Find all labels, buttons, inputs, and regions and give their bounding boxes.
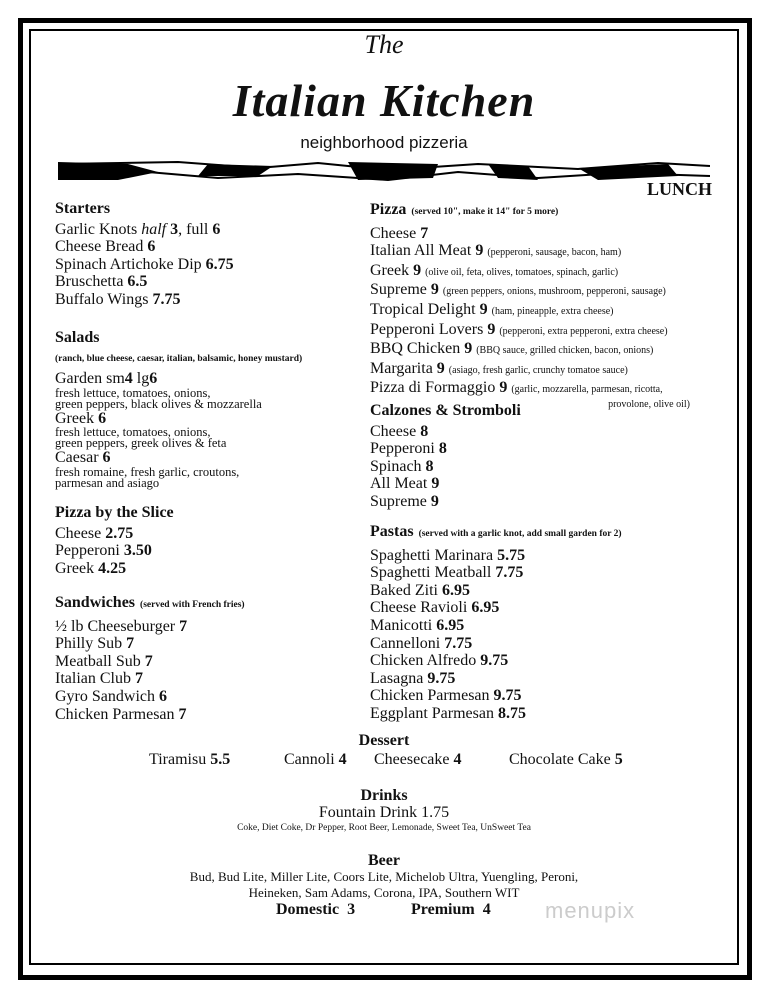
item-name: Gyro Sandwich: [55, 687, 159, 705]
section-title: Pizza: [370, 201, 407, 218]
item-price: 7: [134, 670, 143, 688]
beer-list-line2: Heineken, Sam Adams, Corona, IPA, Southern WIT: [248, 885, 520, 900]
item-name: Garlic Knots: [55, 220, 142, 238]
menu-section: [370, 402, 720, 511]
menu-item: [370, 687, 720, 705]
section-title: Salads: [55, 329, 100, 346]
item-description: parmesan and asiago: [55, 475, 160, 490]
section-note: (served with French fries): [140, 600, 245, 610]
item-price: 9: [499, 379, 508, 397]
item-price: 9: [430, 492, 439, 510]
item-name: ½ lb Cheeseburger: [55, 617, 180, 635]
menu-item: [370, 652, 720, 670]
item-name: Chicken Parmesan: [370, 687, 494, 705]
item-price: 9.75: [493, 687, 522, 705]
section-title: Calzones & Stromboli: [370, 402, 521, 419]
item-price: 8: [420, 422, 429, 440]
item-name: Chicken Parmesan: [55, 705, 179, 723]
item-price: 9: [475, 242, 484, 260]
item-size: half: [141, 220, 171, 238]
item-price: 7.75: [152, 290, 181, 308]
menu-section: [55, 594, 365, 723]
item-description: (green peppers, onions, mushroom, pepperoni, sausage): [442, 286, 666, 298]
item-name: Margarita: [370, 359, 437, 377]
item-description: (BBQ sauce, grilled chicken, bacon, onions): [476, 345, 654, 357]
item-description: (asiago, fresh garlic, crunchy tomatoe sauce): [448, 364, 628, 376]
menu-item: [370, 705, 720, 723]
menu-item: [370, 301, 720, 321]
item-name: Pepperoni Lovers: [370, 320, 488, 338]
dessert-item: Chocolate Cake 5: [509, 751, 623, 768]
item-price: 4: [124, 370, 133, 388]
item-price: 9: [464, 340, 473, 358]
item-price: 3: [170, 220, 179, 238]
item-name: Meatball Sub: [55, 652, 145, 670]
menu-item: [370, 321, 720, 341]
item-description: (pepperoni, extra pepperoni, extra cheese): [499, 325, 668, 337]
item-price: 8: [425, 457, 434, 475]
fountain-drink: Fountain Drink 1.75: [318, 804, 450, 821]
item-name: BBQ Chicken: [370, 340, 465, 358]
menu-item: [55, 618, 365, 636]
item-name: Chicken Alfredo: [370, 652, 481, 670]
item-price: 6.5: [127, 273, 148, 291]
menu-item: [55, 635, 365, 653]
section-heading: [55, 594, 365, 615]
menu-item: [370, 440, 720, 458]
item-price: 6: [102, 449, 111, 467]
item-price: 9: [431, 475, 440, 493]
dessert-heading: Dessert: [358, 732, 410, 749]
item-price: 9: [487, 320, 496, 338]
menu-item: [370, 475, 720, 493]
menu-item: [55, 273, 365, 291]
menu-item: [370, 493, 720, 511]
item-name: Cheese: [55, 524, 106, 542]
drink-list: Coke, Diet Coke, Dr Pepper, Root Beer, Lemonade, Sweet Tea, UnSweet Tea: [237, 823, 531, 833]
section-heading: [370, 523, 720, 544]
item-description: (pepperoni, sausage, bacon, ham): [487, 247, 622, 259]
item-description: green peppers, black olives & mozzarella: [55, 396, 262, 411]
item-price: 6.75: [205, 255, 234, 273]
item-name: Greek: [55, 409, 99, 427]
section-note: (served 10", make it 14" for 5 more): [411, 207, 559, 217]
menu-item: [55, 525, 365, 543]
dessert-item: Tiramisu 5.5: [149, 751, 231, 768]
menu-item: [370, 242, 720, 262]
item-name: Supreme: [370, 492, 431, 510]
section-note: (ranch, blue cheese, caesar, italian, balsamic, honey mustard): [55, 353, 303, 364]
item-price: 9: [430, 281, 439, 299]
item-name: Greek: [370, 261, 414, 279]
item-price: 5.75: [497, 546, 526, 564]
item-name: Cheese Bread: [55, 238, 148, 256]
item-name: Italian All Meat: [370, 242, 476, 260]
item-name: Eggplant Parmesan: [370, 704, 498, 722]
menu-item: [370, 564, 720, 582]
item-name: Supreme: [370, 281, 431, 299]
menu-item: [55, 256, 365, 274]
item-name: Tropical Delight: [370, 300, 480, 318]
section-heading: [370, 201, 720, 222]
dessert-item: Cannoli 4: [284, 751, 347, 768]
item-name: Spinach: [370, 457, 426, 475]
menu-section: [370, 523, 720, 723]
menu-section: [55, 504, 365, 577]
menu-item: [55, 670, 365, 688]
item-name: Pizza di Formaggio: [370, 379, 500, 397]
menu-item: [55, 238, 365, 256]
menu-item: [370, 617, 720, 635]
menu-item: [370, 360, 720, 380]
item-description: (garlic, mozzarella, parmesan, ricotta,: [511, 384, 663, 396]
item-price: 9.75: [480, 652, 509, 670]
item-description: green peppers, greek olives & feta: [55, 436, 227, 451]
item-description: fresh lettuce, tomatoes, onions,: [55, 385, 211, 400]
menu-item: [370, 423, 720, 441]
item-price: 7: [420, 224, 429, 242]
dessert-item: Cheesecake 4: [374, 751, 462, 768]
tagline: neighborhood pizzeria: [300, 133, 468, 152]
item-name: Bruschetta: [55, 273, 128, 291]
menu-item: [55, 560, 365, 578]
item-price: 6: [98, 409, 107, 427]
item-description: (ham, pineapple, extra cheese): [491, 305, 614, 317]
item-price: 6: [158, 687, 167, 705]
menu-item: [55, 291, 365, 309]
item-name: Lasagna: [370, 669, 428, 687]
menu-section: [55, 329, 365, 489]
item-name: Garden sm: [55, 370, 125, 388]
menu-item: [370, 635, 720, 653]
beer-domestic-price: Domestic 3: [276, 901, 356, 918]
item-price: 7: [144, 652, 153, 670]
item-description: fresh lettuce, tomatoes, onions,: [55, 425, 211, 440]
menu-item: [370, 281, 720, 301]
menu-item: [370, 670, 720, 688]
section-title: Pastas: [370, 523, 414, 540]
item-name: Buffalo Wings: [55, 290, 153, 308]
item-price: 9: [479, 300, 488, 318]
item-price: 7.75: [495, 564, 524, 582]
item-size: , full: [178, 220, 213, 238]
section-title: Sandwiches: [55, 594, 136, 611]
beer-heading: Beer: [368, 852, 400, 869]
item-name: Baked Ziti: [370, 581, 442, 599]
item-price: 6: [147, 238, 156, 256]
item-name: Manicotti: [370, 616, 437, 634]
item-price: 9: [436, 359, 445, 377]
item-name: Cheese: [370, 224, 421, 242]
item-price: 9: [413, 261, 422, 279]
title-prefix: The: [364, 30, 404, 59]
item-size: lg: [132, 370, 150, 388]
item-price: 9.75: [427, 669, 456, 687]
restaurant-name: Italian Kitchen: [232, 75, 536, 126]
menu-item: [370, 458, 720, 476]
menu-item: [370, 225, 720, 243]
item-price: 7: [126, 635, 135, 653]
item-name: Spaghetti Meatball: [370, 564, 496, 582]
drinks-heading: Drinks: [360, 787, 408, 804]
item-price: 6.95: [441, 581, 470, 599]
menu-item: [370, 599, 720, 617]
left-column: [55, 0, 365, 994]
menu-item: [55, 221, 365, 239]
meal-label: LUNCH: [646, 179, 712, 199]
right-column: [370, 0, 720, 994]
menu-item: [370, 340, 720, 360]
beer-list-line1: Bud, Bud Lite, Miller Lite, Coors Lite, Michelob Ultra, Yuengling, Peroni,: [189, 869, 579, 884]
item-price: 6.95: [471, 599, 500, 617]
menu-item: [370, 262, 720, 282]
item-description: provolone, olive oil): [608, 398, 690, 410]
item-price: 7.75: [444, 634, 473, 652]
item-name: Spaghetti Marinara: [370, 546, 498, 564]
section-note: (served with a garlic knot, add small garden for 2): [418, 529, 622, 539]
item-name: All Meat: [370, 475, 432, 493]
menu-item: [370, 582, 720, 600]
item-name: Spinach Artichoke Dip: [55, 255, 206, 273]
item-name: Greek: [55, 559, 99, 577]
menu-section: [55, 200, 365, 309]
item-name: Cannelloni: [370, 634, 445, 652]
section-title: Starters: [55, 200, 111, 217]
item-price: 7: [179, 617, 188, 635]
watermark: menupix: [545, 898, 636, 923]
menu-item: [55, 706, 365, 724]
menu-item: [55, 688, 365, 706]
section-heading: [370, 402, 720, 420]
beer-premium-price: Premium 4: [411, 901, 491, 918]
item-price: 3.50: [123, 542, 152, 560]
section-title: Pizza by the Slice: [55, 504, 174, 521]
item-name: Caesar: [55, 449, 103, 467]
item-description: fresh romaine, fresh garlic, croutons,: [55, 464, 240, 479]
item-price: 7: [178, 705, 187, 723]
section-heading: [55, 329, 365, 347]
menu-item: [55, 542, 365, 560]
item-name: Cheese: [370, 422, 421, 440]
section-heading: [55, 504, 365, 522]
menu-item: [55, 653, 365, 671]
item-price: 4.25: [98, 559, 127, 577]
item-price: 8.75: [497, 704, 526, 722]
menu-item: [370, 547, 720, 565]
item-price: 6: [212, 220, 221, 238]
item-price: 8: [438, 440, 447, 458]
item-name: Philly Sub: [55, 635, 127, 653]
item-name: Pepperoni: [55, 542, 124, 560]
item-description: (olive oil, feta, olives, tomatoes, spinach, garlic): [425, 266, 619, 278]
item-name: Cheese Ravioli: [370, 599, 472, 617]
item-name: Italian Club: [55, 670, 135, 688]
section-heading: [55, 200, 365, 218]
item-price: 2.75: [105, 524, 134, 542]
item-price: 6.95: [436, 616, 465, 634]
item-price: 6: [149, 370, 158, 388]
item-name: Pepperoni: [370, 440, 439, 458]
menu-item: [370, 379, 720, 399]
menu-section: [370, 201, 720, 411]
